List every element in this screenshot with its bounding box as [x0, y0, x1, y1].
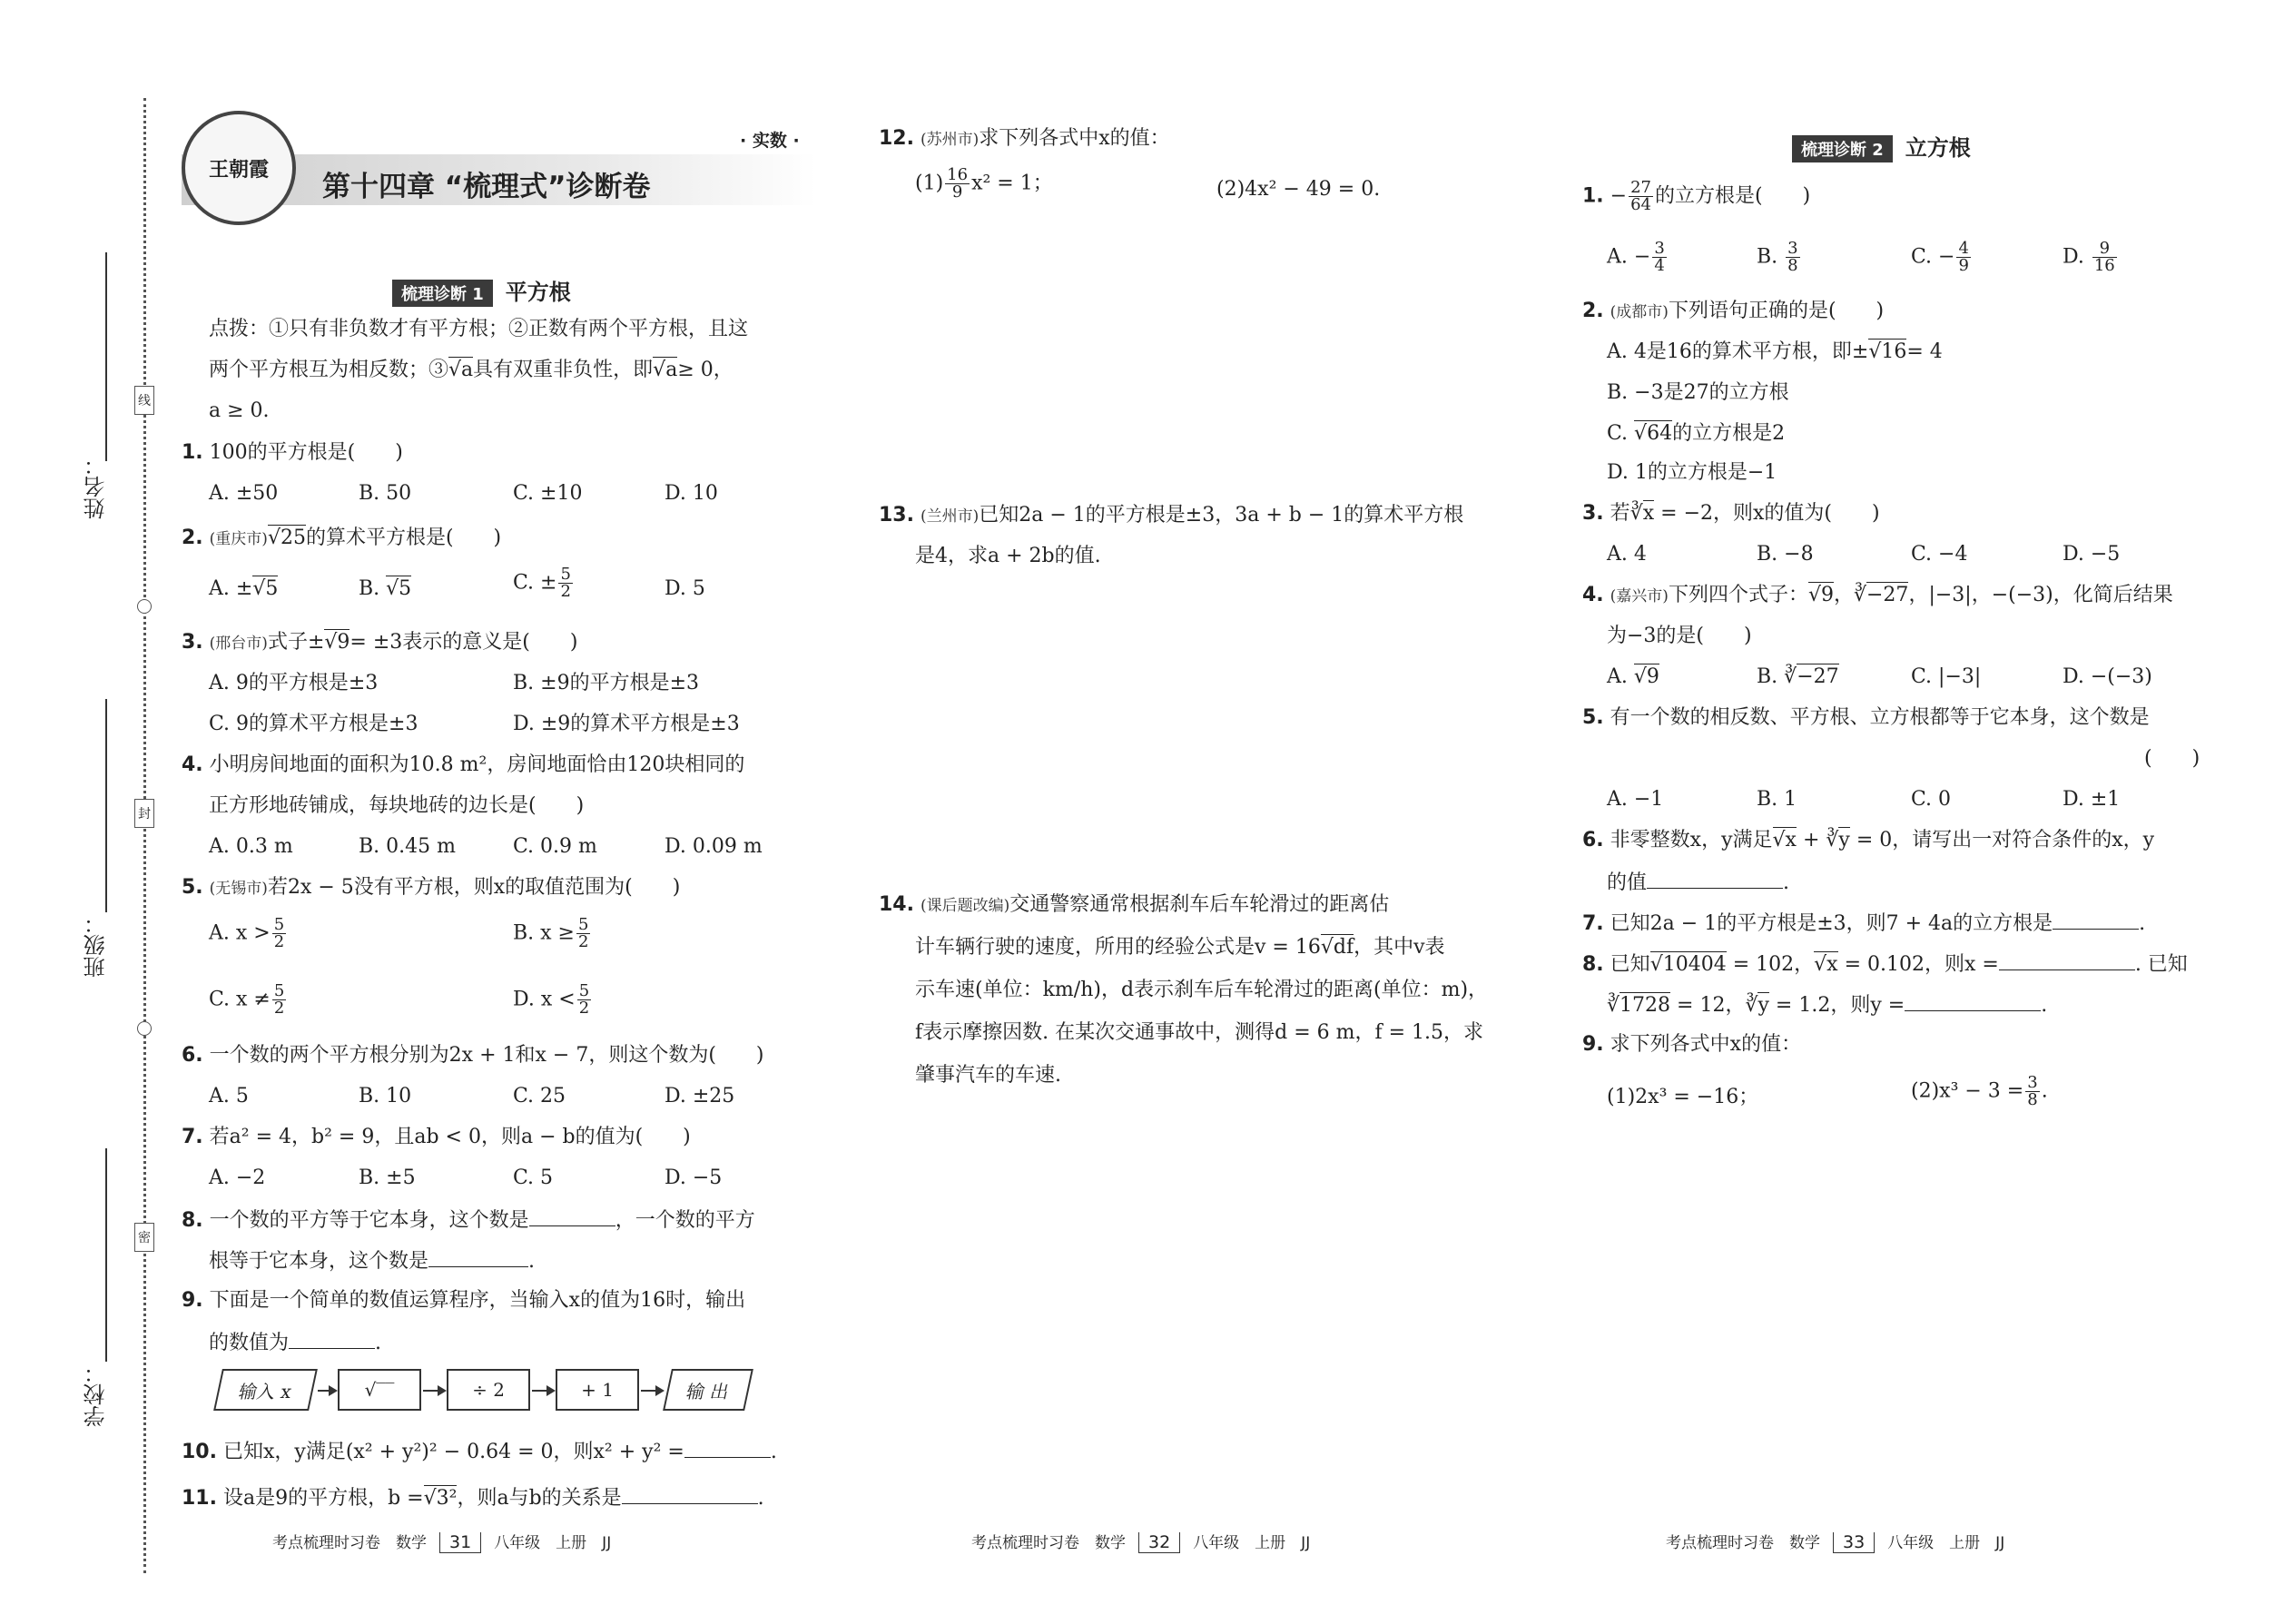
q10-blank[interactable]: [684, 1437, 771, 1458]
q3-option-d: D. ±9的算术平方根是±3: [513, 713, 740, 735]
q14-stem-2: 计车辆行驶的速度，所用的经验公式是v = 16√df，其中v表: [915, 936, 1445, 959]
r-q1-option-a: A. − $\frac{3}{4}$: [1607, 239, 1665, 275]
q4-option-b: B. 0.45 m: [359, 835, 456, 858]
binding-mark-secret: 密: [134, 1223, 154, 1252]
flow-input: 输入 x: [213, 1369, 318, 1411]
q7-option-c: C. 5: [513, 1166, 554, 1189]
name-label: 姓名：: [84, 454, 109, 519]
q4-option-a: A. 0.3 m: [209, 835, 293, 858]
q8-stem-1: 8. 一个数的平方等于它本身，这个数是 ，一个数的平方: [182, 1206, 755, 1235]
school-label: 学校：: [84, 1362, 109, 1427]
q5-stem: 5. (无锡市)若2x − 5没有平方根，则x的取值范围为( ): [182, 876, 681, 899]
q1-stem: 1. 100的平方根是( ): [182, 441, 403, 464]
q8-blank-2[interactable]: [428, 1246, 528, 1267]
r-q4-option-b: B. ∛−27: [1757, 665, 1839, 688]
school-underline: [105, 1148, 107, 1362]
q4-stem-2: 正方形地砖铺成，每块地砖的边长是( ): [209, 794, 585, 817]
section-1-header: [389, 274, 571, 307]
r-q8-blank-x[interactable]: [1999, 950, 2135, 970]
section-2-badge: 梳理诊断 2: [1788, 135, 1893, 162]
q1-option-d: D. 10: [665, 482, 718, 505]
q1-option-b: B. 50: [359, 482, 412, 505]
flow-arrow-2: [423, 1390, 445, 1392]
r-q7-blank[interactable]: [2053, 909, 2139, 930]
q4-option-d: D. 0.09 m: [665, 835, 763, 858]
tip-line-3: a ≥ 0.: [209, 399, 270, 422]
q2-stem: 2. (重庆市)√25的算术平方根是( ): [182, 527, 502, 549]
q9-blank[interactable]: [289, 1328, 375, 1349]
q2-option-d: D. 5: [665, 577, 705, 600]
binding-dot-1: [137, 599, 152, 614]
r-q5-option-b: B. 1: [1757, 788, 1797, 811]
q5-option-d: D. x < $\frac{5}{2}$: [513, 981, 590, 1018]
section-2-title: 立方根: [1905, 135, 1971, 161]
r-q9-part-1: (1)2x³ = −16；: [1607, 1086, 1759, 1108]
q12-part-2: (2)4x² − 49 = 0.: [1216, 178, 1381, 201]
r-q8-stem-1: 8. 已知√10404 = 102，√x = 0.102，则x = . 已知: [1582, 950, 2188, 979]
q14-stem-5: 肇事汽车的车速.: [915, 1064, 1061, 1087]
binding-mark-line: 线: [134, 386, 154, 415]
r-q2-option-d: D. 1的立方根是−1: [1607, 461, 1777, 484]
q3-option-a: A. 9的平方根是±3: [209, 672, 379, 694]
r-q6-blank[interactable]: [1647, 868, 1783, 889]
q7-option-d: D. −5: [665, 1166, 723, 1189]
q2-option-a: A. ±√5: [209, 577, 279, 600]
q3-option-b: B. ±9的平方根是±3: [513, 672, 700, 694]
r-q5-option-a: A. −1: [1607, 788, 1664, 811]
r-q9-part-2: (2)x³ − 3 = $\frac{3}{8}$ .: [1911, 1073, 2048, 1109]
q6-option-d: D. ±25: [665, 1085, 735, 1107]
r-q5-stem: 5. 有一个数的相反数、平方根、立方根都等于它本身，这个数是: [1582, 706, 2150, 729]
r-q3-option-c: C. −4: [1911, 543, 1968, 566]
q6-option-b: B. 10: [359, 1085, 412, 1107]
r-q8-stem-2: ∛1728 = 12，∛y = 1.2，则y = .: [1607, 990, 2047, 1019]
logo-badge: [182, 111, 296, 225]
footer-page-31: 考点梳理时习卷 数学 31 八年级 上册 JJ: [272, 1532, 612, 1552]
q6-option-a: A. 5: [209, 1085, 249, 1107]
q7-stem: 7. 若a² = 4，b² = 9，且ab < 0，则a − b的值为( ): [182, 1126, 691, 1148]
r-q2-option-c: C. √64的立方根是2: [1607, 422, 1786, 445]
section-2-header: [1788, 130, 1971, 162]
r-q3-option-a: A. 4: [1607, 543, 1647, 566]
tip-line-2: 两个平方根互为相反数；③√a具有双重非负性，即√a≥ 0，: [209, 359, 733, 381]
tip-line-1: 点拨：①只有非负数才有平方根；②正数有两个平方根，且这: [209, 318, 749, 340]
q14-stem-4: f表示摩擦因数. 在某次交通事故中，测得d = 6 m，f = 1.5，求: [915, 1021, 1484, 1044]
q9-stem-1: 9. 下面是一个简单的数值运算程序，当输入x的值为16时，输出: [182, 1289, 746, 1312]
r-q5-option-d: D. ±1: [2063, 788, 2121, 811]
q7-option-a: A. −2: [209, 1166, 266, 1189]
q4-option-c: C. 0.9 m: [513, 835, 597, 858]
r-q1-option-b: B. $\frac{3}{8}$: [1757, 239, 1798, 275]
footer-page-32: 考点梳理时习卷 数学 32 八年级 上册 JJ: [971, 1532, 1311, 1552]
q13-stem-1: 13. (兰州市)已知2a − 1的平方根是±3，3a + b − 1的算术平方根: [879, 504, 1464, 527]
r-q6-stem-2: 的值 .: [1607, 868, 1789, 897]
q5-option-b: B. x ≥ $\frac{5}{2}$: [513, 915, 589, 951]
r-q3-stem: 3. 若∛x = −2，则x的值为( ): [1582, 502, 1880, 525]
flow-sqrt: √‾‾: [338, 1369, 421, 1411]
flow-arrow-4: [641, 1390, 663, 1392]
flow-arrow-1: [318, 1390, 336, 1392]
class-underline: [105, 699, 107, 912]
dotted-cut-line: [143, 98, 146, 1573]
r-q7-stem: 7. 已知2a − 1的平方根是±3，则7 + 4a的立方根是 .: [1582, 909, 2145, 938]
q2-option-c: C. ± $\frac{5}{2}$: [513, 565, 571, 601]
r-q2-stem: 2. (成都市)下列语句正确的是( ): [1582, 300, 1885, 322]
q5-option-c: C. x ≠ $\frac{5}{2}$: [209, 981, 285, 1018]
q6-stem: 6. 一个数的两个平方根分别为2x + 1和x − 7，则这个数为( ): [182, 1044, 764, 1067]
q2-option-b: B. √5: [359, 577, 412, 600]
flow-divide: ÷ 2: [447, 1369, 530, 1411]
r-q6-stem-1: 6. 非零整数x，y满足√x + ∛y = 0，请写出一对符合条件的x，y: [1582, 829, 2155, 851]
q5-option-a: A. x > $\frac{5}{2}$: [209, 915, 285, 951]
binding-dot-2: [137, 1021, 152, 1036]
footer-page-33: 考点梳理时习卷 数学 33 八年级 上册 JJ: [1666, 1532, 2005, 1552]
r-q4-stem-1: 4. (嘉兴市)下列四个式子：√9，∛−27，|−3|，−(−3)，化简后结果: [1582, 584, 2173, 606]
r-q4-option-c: C. |−3|: [1911, 665, 1982, 688]
r-q4-option-a: A. √9: [1607, 665, 1659, 688]
r-q5-paren: ( ): [2144, 747, 2200, 770]
r-q2-option-a: A. 4是16的算术平方根，即±√16= 4: [1607, 340, 1943, 363]
q6-option-c: C. 25: [513, 1085, 566, 1107]
r-q8-blank-y[interactable]: [1905, 990, 2041, 1011]
flow-output: 输 出: [663, 1369, 753, 1411]
q3-stem: 3. (邢台市)式子±√9= ±3表示的意义是( ): [182, 631, 578, 654]
flow-arrow-3: [532, 1390, 554, 1392]
class-label: 班级：: [84, 912, 109, 978]
q9-stem-2: 的数值为 .: [209, 1328, 381, 1357]
q12-stem: 12. (苏州市)求下列各式中x的值：: [879, 127, 1170, 150]
q13-stem-2: 是4，求a + 2b的值.: [915, 545, 1101, 567]
r-q4-option-d: D. −(−3): [2063, 665, 2152, 688]
q4-stem-1: 4. 小明房间地面的面积为10.8 m²，房间地面恰由120块相同的: [182, 753, 745, 776]
r-q1-option-d: D. $\frac{9}{16}$: [2063, 239, 2115, 275]
r-q2-option-b: B. −3是27的立方根: [1607, 381, 1789, 404]
q8-stem-2: 根等于它本身，这个数是 .: [209, 1246, 535, 1275]
name-underline: [105, 252, 107, 461]
r-q5-option-c: C. 0: [1911, 788, 1952, 811]
q8-blank-1[interactable]: [529, 1206, 615, 1226]
r-q1-option-c: C. − $\frac{4}{9}$: [1911, 239, 1969, 275]
q1-option-c: C. ±10: [513, 482, 583, 505]
section-1-title: 平方根: [505, 280, 571, 305]
q11-stem: 11. 设a是9的平方根，b =√3²，则a与b的关系是 .: [182, 1483, 764, 1512]
r-q3-option-d: D. −5: [2063, 543, 2121, 566]
subject-tag: · 实数 ·: [740, 131, 800, 151]
binding-mark-seal: 封: [134, 799, 154, 828]
r-q3-option-b: B. −8: [1757, 543, 1814, 566]
r-q1-stem: 1. − $\frac{27}{64}$ 的立方根是( ): [1582, 178, 1811, 214]
r-q9-stem: 9. 求下列各式中x的值：: [1582, 1033, 1802, 1056]
q1-option-a: A. ±50: [209, 482, 279, 505]
flow-add: + 1: [556, 1369, 639, 1411]
logo-text: 王朝霞: [208, 157, 269, 182]
q14-stem-1: 14. (课后题改编)交通警察通常根据刹车后车轮滑过的距离估: [879, 893, 1390, 916]
q3-option-c: C. 9的算术平方根是±3: [209, 713, 418, 735]
q10-stem: 10. 已知x，y满足(x² + y²)² − 0.64 = 0，则x² + y² = .: [182, 1437, 777, 1466]
section-1-badge: 梳理诊断 1: [389, 280, 493, 307]
q11-blank[interactable]: [622, 1483, 758, 1504]
chapter-title: 第十四章 “梳理式”诊断卷: [322, 171, 651, 203]
q14-stem-3: 示车速(单位：km/h)，d表示刹车后车轮滑过的距离(单位：m)，: [915, 979, 1489, 1001]
r-q4-stem-2: 为−3的是( ): [1607, 625, 1752, 647]
q7-option-b: B. ±5: [359, 1166, 416, 1189]
q12-part-1: (1) $\frac{16}{9}$ x² = 1；: [915, 165, 1053, 202]
